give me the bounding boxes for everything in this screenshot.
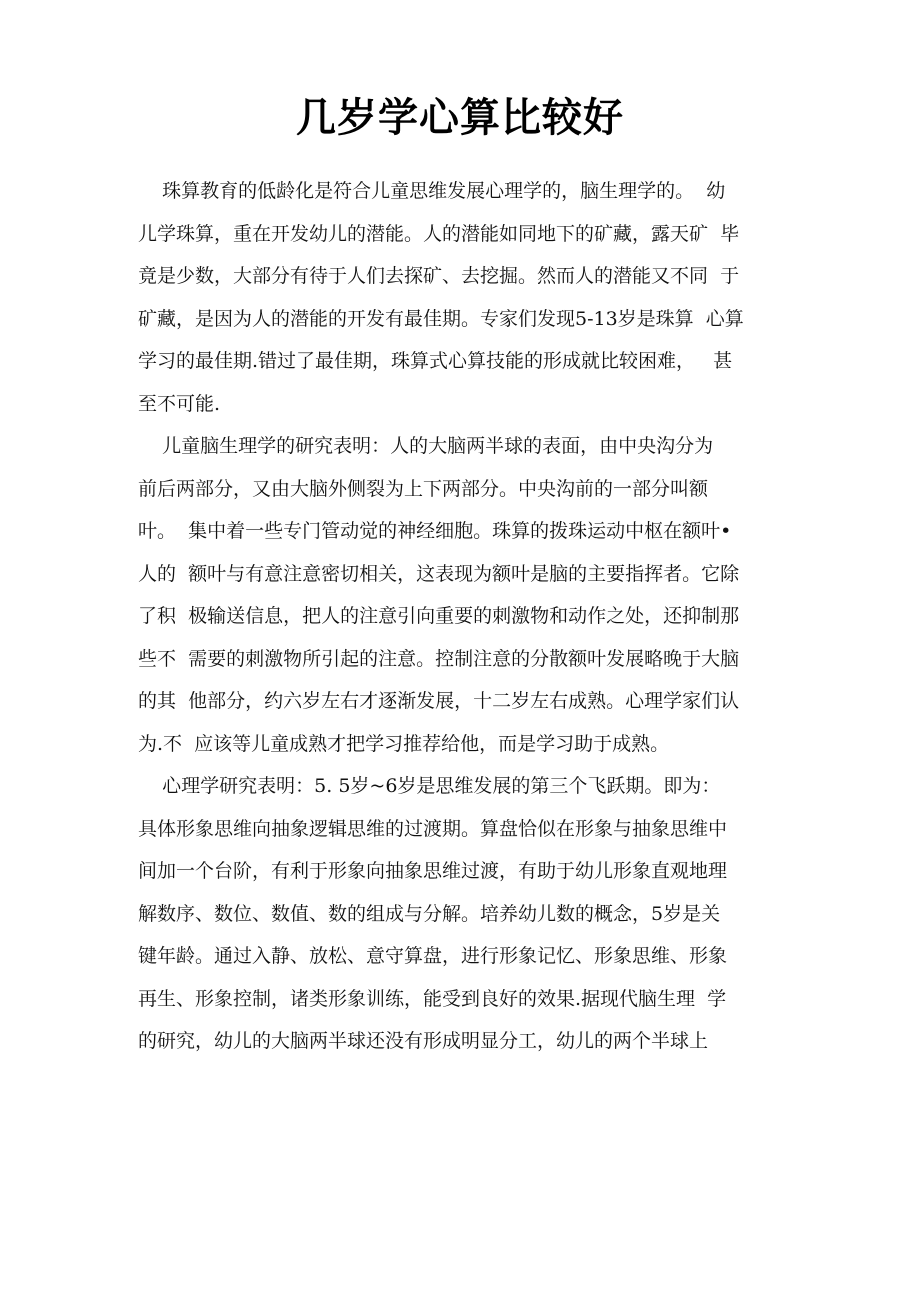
paragraph-1 bbox=[138, 170, 798, 425]
text-line: 矿藏，是因为人的潜能的开发有最佳期。专家们发现5-13岁是珠算 心算 bbox=[138, 307, 744, 330]
text-line: 为.不 应该等儿童成熟才把学习推荐给他，而是学习助于成熟。 bbox=[138, 732, 670, 755]
text-line: 的研究，幼儿的大脑两半球还没有形成明显分工，幼儿的两个半球上 bbox=[138, 1030, 709, 1052]
text-line: 了积 极输送信息，把人的注意引向重要的刺激物和动作之处，还抑制那 bbox=[138, 605, 740, 627]
text-line: 前后两部分，又由大脑外侧裂为上下两部分。中央沟前的一部分叫额 bbox=[138, 477, 709, 500]
text-line: 键年龄。通过入静、放松、意守算盘，进行形象记忆、形象思维、形象 bbox=[138, 945, 728, 967]
text-line: 些不 需要的刺激物所引起的注意。控制注意的分散额叶发展略晚于大脑 bbox=[138, 647, 740, 670]
text-line: 学习的最佳期.错过了最佳期，珠算式心算技能的形成就比较困难， 甚 bbox=[138, 350, 733, 372]
text-line: 具体形象思维向抽象逻辑思维的过渡期。算盘恰似在形象与抽象思维中 bbox=[138, 817, 728, 840]
text-line: 至不可能. bbox=[138, 392, 221, 415]
text-line: 间加一个台阶，有利于形象向抽象思维过渡，有助于幼儿形象直观地理 bbox=[138, 860, 728, 882]
text-line: 竟是少数，大部分有待于人们去探矿、去挖掘。然而人的潜能又不同 于 bbox=[138, 265, 740, 287]
text-line: 儿童脑生理学的研究表明：人的大脑两半球的表面，由中央沟分为 bbox=[138, 435, 714, 457]
text-line: 心理学研究表明：5. 5岁~6岁是思维发展的第三个飞跃期。即为： bbox=[138, 775, 721, 797]
paragraph-3 bbox=[138, 765, 798, 1063]
text-line: 的其 他部分，约六岁左右才逐渐发展，十二岁左右成熟。心理学家们认 bbox=[138, 690, 740, 712]
text-line: 解数序、数位、数值、数的组成与分解。培养幼儿数的概念，5岁是关 bbox=[138, 902, 721, 925]
document-body bbox=[138, 170, 798, 1063]
text-line: 儿学珠算，重在开发幼儿的潜能。人的潜能如同地下的矿藏，露天矿 毕 bbox=[138, 222, 740, 245]
text-line: 再生、形象控制，诸类形象训练，能受到良好的效果.据现代脑生理 学 bbox=[138, 987, 727, 1010]
document-title: 几岁学心算比较好 bbox=[296, 95, 624, 141]
text-line: 人的 额叶与有意注意密切相关，这表现为额叶是脑的主要指挥者。它除 bbox=[138, 562, 740, 585]
paragraph-2 bbox=[138, 425, 798, 765]
text-line: 珠算教育的低龄化是符合儿童思维发展心理学的，脑生理学的。 幼 bbox=[138, 180, 726, 202]
text-line: 叶。 集中着一些专门管动觉的神经细胞。珠算的拨珠运动中枢在额叶• bbox=[138, 520, 732, 542]
